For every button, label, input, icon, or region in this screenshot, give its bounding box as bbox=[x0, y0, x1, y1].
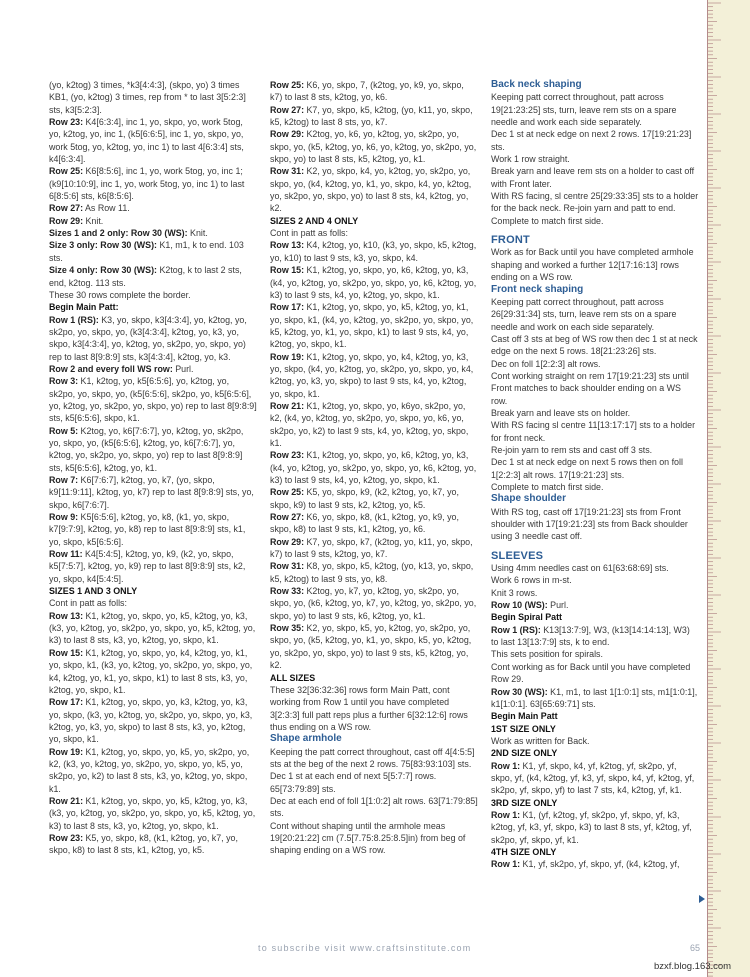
instruction-paragraph bbox=[49, 696, 257, 745]
instruction-text: With RS facing sl centre 11[13:17:17] sts to a holder for front neck. bbox=[491, 420, 696, 443]
instruction-text: Using 4mm needles cast on 61[63:68:69] sts. bbox=[491, 563, 669, 574]
instruction-paragraph bbox=[49, 165, 257, 202]
instruction-paragraph bbox=[49, 597, 257, 609]
row-label: Row 10 (WS): bbox=[491, 600, 548, 611]
row-label: Row 2 and every foll WS row: bbox=[49, 363, 173, 374]
instruction-text: This sets position for spirals. bbox=[491, 649, 603, 660]
instruction-paragraph bbox=[491, 128, 699, 153]
instruction-text: K2, yo, skpo, k5, yo, k2tog, yo, sk2po, yo, skpo, yo, (k5, k2tog, yo, k1, yo, skpo, k5, yo, k2tog, yo, sk2po, yo, skpo, yo) to last 9 sts, k5, k2tog, yo, k2. bbox=[270, 623, 472, 671]
instruction-paragraph bbox=[491, 370, 699, 407]
instruction-paragraph bbox=[270, 79, 478, 104]
instruction-paragraph bbox=[49, 264, 257, 289]
instruction-text: K8, yo, skpo, k5, k2tog, (yo, k13, yo, skpo, k5, k2tog) to last 9 sts, yo, k8. bbox=[270, 561, 474, 584]
instruction-text: Keeping patt correct throughout, patt across 26[29:31:34] sts, turn, leave rem sts on a spare needle and work on each side separately. bbox=[491, 296, 677, 332]
instruction-paragraph bbox=[270, 128, 478, 165]
row-label: Row 27: bbox=[49, 203, 84, 214]
row-label: Row 23: bbox=[49, 832, 84, 843]
instruction-text: K5, yo, skpo, k8, (k1, k2tog, yo, k7, yo, skpo, k8) to last 8 sts, k1, k2tog, yo, k5. bbox=[49, 832, 238, 856]
row-label: Row 33: bbox=[270, 586, 305, 597]
instruction-paragraph bbox=[491, 735, 699, 747]
column-middle bbox=[270, 79, 478, 857]
instruction-paragraph bbox=[491, 444, 699, 456]
instruction-text: K1, k2tog, yo, skpo, yo, k6, k2tog, yo, k3, (k4, yo, k2tog, yo, sk2po, yo, skpo, yo, k6, k2tog, yo, k3) to last 9 sts, k4, yo, k2tog, yo, skpo, k1. bbox=[270, 450, 477, 485]
instruction-paragraph bbox=[491, 809, 699, 846]
instruction-text: K1, k2tog, yo, k5[6:5:6], yo, k2tog, yo, sk2po, yo, skpo, yo, (k5[6:5:6], sk2po, yo, k5[6:5:6], yo, k2tog, yo, sk2po, yo, skpo, yo) rep to last 8[9:8:9] sts, k5[6:5:6], skpo, k1. bbox=[49, 376, 257, 424]
instruction-paragraph bbox=[491, 407, 699, 419]
row-label: Row 5: bbox=[49, 425, 79, 436]
row-label: Row 11: bbox=[49, 549, 83, 560]
instruction-text: K2tog, k to last 2 sts, end, k2tog. 113 sts. bbox=[49, 265, 242, 288]
instruction-paragraph bbox=[270, 770, 478, 795]
row-label: Row 15: bbox=[270, 265, 305, 276]
instruction-paragraph bbox=[270, 795, 478, 820]
row-label: Row 21: bbox=[49, 795, 84, 806]
instruction-text: Break yarn and leave rem sts on a holder to cast off with Front later. bbox=[491, 166, 695, 189]
column-left bbox=[49, 79, 257, 857]
instruction-text: Cont in patt as folls: bbox=[270, 228, 348, 239]
instruction-paragraph bbox=[270, 684, 478, 733]
instruction-paragraph bbox=[270, 511, 478, 536]
row-label: Row 1: bbox=[491, 809, 521, 820]
instruction-text: K1, k2tog, yo, skpo, yo, k3, k2tog, yo, k3, yo, skpo, (k3, yo, k2tog, yo, sk2po, yo, skpo, yo, k3, k2tog, yo, k3, yo, skpo) to last 8 sts, k3, yo, k2tog, yo, skpo, k1. bbox=[49, 697, 253, 745]
instruction-text: K1, m1, k to end. 103 sts. bbox=[49, 240, 244, 263]
instruction-paragraph bbox=[491, 574, 699, 586]
instruction-paragraph bbox=[49, 746, 257, 795]
instruction-text: These 32[36:32:36] rows form Main Patt, cont working from Row 1 until you have completed 3[2:3:3] full patt reps plus a further 6[32:12:6] rows thus ending on a WS row. bbox=[270, 684, 468, 732]
row-label: Row 25: bbox=[270, 487, 305, 498]
row-label: Row 25: bbox=[270, 80, 305, 90]
subsection-heading: Back neck shaping bbox=[491, 79, 582, 90]
instruction-paragraph bbox=[270, 351, 478, 400]
instruction-text: K7, yo, skpo, k5, k2tog, (yo, k11, yo, skpo, k5, k2tog) to last 8 sts, yo, k7. bbox=[270, 104, 473, 128]
instruction-heading: 1ST SIZE ONLY bbox=[491, 723, 556, 734]
instruction-text: K2, yo, skpo, k4, yo, k2tog, yo, sk2po, yo, skpo, yo, (k4, k2tog, yo, k1, yo, skpo, k4, yo, k2tog, yo, sk2po, yo, skpo, yo) to last 8 sts, k4, k2tog, yo, k2. bbox=[270, 166, 472, 214]
row-label: Size 4 only: Row 30 (WS): bbox=[49, 265, 157, 276]
instruction-text: K7, yo, skpo, k7, (k2tog, yo, k11, yo, skpo, k7) to last 9 sts, k2tog, yo, k7. bbox=[270, 536, 473, 560]
instruction-text: Knit. bbox=[187, 228, 208, 239]
subsection-heading: Shape shoulder bbox=[491, 493, 567, 505]
row-label: Row 9: bbox=[49, 512, 79, 523]
instruction-text: Work as for Back until you have completed armhole shaping and worked a further 12[17:16:13] rows ending on a WS row. bbox=[491, 247, 694, 283]
instruction-paragraph bbox=[49, 647, 257, 696]
instruction-paragraph bbox=[49, 548, 257, 585]
subsection-heading: Front neck shaping bbox=[491, 283, 584, 295]
instruction-paragraph bbox=[49, 795, 257, 832]
instruction-paragraph bbox=[49, 425, 257, 474]
instruction-text: K4[5:4:5], k2tog, yo, k9, (k2, yo, skpo, k5[7:5:7], k2tog, yo, k9) rep to last 8[9:8:9] sts, k2, yo, skpo, k4[5:4:5]. bbox=[49, 549, 246, 584]
row-label: Row 15: bbox=[49, 647, 84, 658]
instruction-paragraph bbox=[491, 419, 699, 444]
instruction-text: K1, k2tog, yo, skpo, yo, k5, k2tog, yo, k3, (k3, yo, k2tog, yo, sk2po, yo, skpo, yo, k5, k2tog, yo, k3) to last 8 sts, k3, yo, k2tog, yo, skpo, k1. bbox=[49, 610, 256, 646]
instruction-heading: SIZES 2 AND 4 ONLY bbox=[270, 215, 359, 226]
instruction-text: Cast off 3 sts at beg of WS row then dec 1 st at neck edge on the next 5 rows. 18[21:23:26] sts. bbox=[491, 333, 698, 357]
row-label: Row 27: bbox=[270, 512, 305, 523]
instruction-text: These 30 rows complete the border. bbox=[49, 289, 191, 300]
row-label: Row 35: bbox=[270, 623, 305, 634]
instruction-paragraph bbox=[491, 456, 699, 481]
instruction-paragraph bbox=[491, 686, 699, 711]
row-label: Row 3: bbox=[49, 376, 79, 387]
instruction-heading: 2ND SIZE ONLY bbox=[491, 748, 558, 759]
instruction-text: K6[7:6:7], k2tog, yo, k7, (yo, skpo, k9[11:9:11], k2tog, yo, k7) rep to last 8[9:8:9] sts, yo, skpo, k6[7:6:7]. bbox=[49, 475, 254, 510]
row-label: Row 13: bbox=[270, 240, 305, 251]
section-gap bbox=[491, 227, 699, 234]
instruction-paragraph bbox=[49, 832, 257, 857]
instruction-text: Complete to match first side. bbox=[491, 482, 604, 492]
section-gap bbox=[491, 543, 699, 550]
instruction-text: K1, k2tog, yo, skpo, yo, k5, yo, sk2po, yo, k2, (k3, yo, k2tog, yo, sk2po, yo, skpo, yo, k5, yo, sk2po, yo, k2) to last 8 sts, k3, yo, k2tog, yo, skpo, k1. bbox=[49, 746, 250, 794]
instruction-heading: SIZES 1 AND 3 ONLY bbox=[49, 586, 138, 597]
instruction-paragraph bbox=[270, 622, 478, 671]
instruction-text: Cont in patt as folls: bbox=[49, 598, 127, 609]
subsection-heading: Shape armhole bbox=[270, 733, 342, 745]
instruction-text: K6[8:5:6], inc 1, yo, work 5tog, yo, inc 1; (k9[10:10:9], inc 1, yo, work 5tog, yo, inc 1) to last 6[8:5:6] sts, k6[8:5:6]. bbox=[49, 166, 245, 202]
row-label: Row 17: bbox=[270, 302, 305, 313]
instruction-paragraph bbox=[491, 648, 699, 660]
instruction-paragraph bbox=[491, 358, 699, 370]
instruction-text: Cont working straight on rem 17[19:21:23] sts until Front matches to back shoulder ending on a WS row. bbox=[491, 370, 689, 406]
row-label: Row 19: bbox=[49, 746, 84, 757]
instruction-text: Dec 1 st at neck edge on next 2 rows. 17[19:21:23] sts. bbox=[491, 129, 692, 152]
instruction-paragraph bbox=[270, 227, 478, 239]
instruction-paragraph bbox=[49, 511, 257, 548]
instruction-paragraph bbox=[270, 165, 478, 214]
instruction-paragraph bbox=[270, 486, 478, 511]
instruction-paragraph bbox=[270, 820, 478, 857]
instruction-paragraph bbox=[491, 481, 699, 493]
instruction-text: Work 1 row straight. bbox=[491, 154, 570, 165]
instruction-text: K5[6:5:6], k2tog, yo, k8, (k1, yo, skpo, k7[9:7:9], k2tog, yo, k8) rep to last 8[9:8:9] sts, k1, yo, skpo, k5[6:5:6]. bbox=[49, 512, 246, 547]
instruction-text: K3, yo, skpo, k3[4:3:4], yo, k2tog, yo, sk2po, yo, skpo, yo, (k3[4:3:4], k2tog, yo, k3, yo, skpo, k3[4:3:4], yo, k2tog, yo, sk2po, yo, skpo, yo) rep to last 8[9:8:9] sts, k3[4:3:4], k2tog, yo, k3. bbox=[49, 314, 247, 362]
instruction-text: K1, k2tog, yo, skpo, yo, k5, k2tog, yo, k1, yo, skpo, k1, (k4, yo, k2tog, yo, sk2po, yo, skpo, yo, k5, k2tog, yo, k1, yo, skpo, k1) to last 9 sts, k4, yo, k2tog, yo, skpo, k1. bbox=[270, 302, 474, 350]
row-label: Sizes 1 and 2 only: Row 30 (WS): bbox=[49, 228, 188, 239]
measuring-ruler bbox=[707, 0, 750, 977]
instruction-paragraph bbox=[491, 246, 699, 283]
instruction-text: K1, m1, to last 1[1:0:1] sts, m1[1:0:1], k1[1:0:1]. 63[65:69:71] sts. bbox=[491, 686, 698, 709]
instruction-paragraph bbox=[49, 363, 257, 375]
instruction-paragraph bbox=[270, 301, 478, 350]
row-label: Row 23: bbox=[270, 450, 305, 461]
instruction-paragraph bbox=[49, 289, 257, 301]
instruction-heading: Begin Main Patt: bbox=[49, 302, 119, 313]
instruction-paragraph bbox=[491, 165, 699, 190]
instruction-paragraph bbox=[491, 296, 699, 333]
instruction-heading: ALL SIZES bbox=[270, 672, 316, 683]
row-label: Row 1: bbox=[491, 760, 521, 771]
instruction-text: Keeping the patt correct throughout, cast off 4[4:5:5] sts at the beg of the next 2 rows. 75[83:93:103] sts. bbox=[270, 746, 475, 769]
instruction-paragraph bbox=[491, 506, 699, 543]
instruction-paragraph bbox=[49, 79, 257, 116]
instruction-text: With RS facing, sl centre 25[29:33:35] sts to a holder for the back neck. Re-join yarn and patt to end. Complete to match first side. bbox=[491, 191, 699, 226]
instruction-paragraph bbox=[491, 599, 699, 611]
instruction-paragraph bbox=[49, 474, 257, 511]
column-right bbox=[491, 79, 699, 871]
footer-subscribe-text: to subscribe visit www.craftsinstitute.com bbox=[258, 943, 472, 953]
instruction-paragraph bbox=[491, 858, 699, 870]
instruction-text: As Row 11. bbox=[83, 203, 130, 214]
instruction-text: K1, k2tog, yo, skpo, yo, k4, k2tog, yo, k3, yo, skpo, (k4, yo, k2tog, yo, sk2po, yo, skpo, yo, k4, k2tog, yo, k3, yo, skpo) to last 9 sts, k4, yo, k2tog, yo, skpo, k1. bbox=[270, 351, 474, 399]
instruction-text: K1, k2tog, yo, skpo, yo, k4, k2tog, yo, k1, yo, skpo, k1, (k3, yo, k2tog, yo, sk2po, yo, skpo, yo, k4, k2tog, yo, k1, yo, skpo, k1) to last 8 sts, k3, yo, k2tog, yo, skpo, k1. bbox=[49, 647, 253, 695]
row-label: Row 25: bbox=[49, 166, 84, 177]
instruction-paragraph bbox=[491, 760, 699, 797]
row-label: Row 21: bbox=[270, 400, 305, 411]
row-label: Row 31: bbox=[270, 166, 305, 177]
instruction-paragraph bbox=[491, 624, 699, 649]
instruction-text: Work 6 rows in m-st. bbox=[491, 575, 572, 586]
row-label: Row 23: bbox=[49, 117, 84, 128]
row-label: Row 13: bbox=[49, 610, 84, 621]
instruction-text: Dec at each end of foll 1[1:0:2] alt rows. 63[71:79:85] sts. bbox=[270, 795, 478, 819]
ruler-ticks bbox=[707, 0, 750, 977]
instruction-heading: 3RD SIZE ONLY bbox=[491, 797, 558, 808]
row-label: Row 29: bbox=[49, 215, 84, 226]
instruction-paragraph bbox=[491, 153, 699, 165]
instruction-text: Cont working as for Back until you have completed Row 29. bbox=[491, 661, 691, 685]
instruction-text: Knit 3 rows. bbox=[491, 587, 538, 598]
row-label: Row 29: bbox=[270, 536, 305, 547]
instruction-text: Dec 1 st at neck edge on next 5 rows then on foll 1[2:2:3] alt rows. 17[19:21:23] sts. bbox=[491, 457, 683, 480]
instruction-text: K4[6:3:4], inc 1, yo, skpo, yo, work 5tog, yo, k2tog, yo, inc 1, (k5[6:6:5], inc 1, yo, skpo, yo, work 5tog, yo, k2tog, yo, inc 1) to last 4[6:3:4] sts, k4[6:3:4]. bbox=[49, 117, 244, 165]
instruction-text: Dec on foll 1[2:2:3] alt rows. bbox=[491, 358, 601, 369]
row-label: Row 29: bbox=[270, 129, 305, 140]
instruction-paragraph bbox=[491, 587, 699, 599]
instruction-text: K2tog, yo, k6[7:6:7], yo, k2tog, yo, sk2po, yo, skpo, yo, (k5[6:5:6], k2tog, yo, k6[7:6:7], yo, k2tog, yo, sk2po, yo, skpo, yo) rep to last 8[9:8:9] sts, k5[6:5:6], k2tog, yo, k1. bbox=[49, 425, 244, 473]
row-label: Row 27: bbox=[270, 104, 305, 115]
instruction-text: Purl. bbox=[172, 363, 194, 374]
instruction-text: K1, (yf, k2tog, yf, sk2po, yf, skpo, yf, k3, k2tog, yf, k3, yf, skpo, k3) to last 8 sts, yf, k2tog, yf, sk2po, yf, skpo, yf, k1. bbox=[491, 809, 692, 845]
row-label: Row 17: bbox=[49, 697, 84, 708]
instruction-paragraph bbox=[270, 585, 478, 622]
continue-arrow-icon bbox=[699, 895, 705, 903]
instruction-text: K5, yo, skpo, k9, (k2, k2tog, yo, k7, yo, skpo, k9) to last 9 sts, k2, k2tog, yo, k5. bbox=[270, 487, 459, 510]
instruction-paragraph bbox=[491, 190, 699, 227]
instruction-text: Purl. bbox=[547, 600, 569, 611]
instruction-paragraph bbox=[491, 661, 699, 686]
instruction-paragraph bbox=[491, 91, 699, 128]
instruction-heading: Begin Main Patt bbox=[491, 711, 558, 722]
instruction-paragraph bbox=[49, 314, 257, 363]
instruction-heading: Begin Spiral Patt bbox=[491, 612, 563, 623]
instruction-paragraph bbox=[49, 610, 257, 647]
instruction-paragraph bbox=[270, 536, 478, 561]
instruction-text: K1, yf, sk2po, yf, skpo, yf, (k4, k2tog, yf, bbox=[520, 859, 680, 870]
instruction-text: Re-join yarn to rem sts and cast off 3 sts. bbox=[491, 444, 653, 455]
instruction-text: K6, yo, skpo, 7, (k2tog, yo, k9, yo, skpo, k7) to last 8 sts, k2tog, yo, k6. bbox=[270, 80, 464, 103]
instruction-text: Work as written for Back. bbox=[491, 735, 590, 746]
instruction-text: K1, k2tog, yo, skpo, yo, k6yo, sk2po, yo, k2, (k4, yo, k2tog, yo, sk2po, yo, skpo, yo, k6, yo, sk2po, yo, k2) to last 9 sts, k4, yo, k2tog, yo, skpo, k1. bbox=[270, 400, 469, 448]
instruction-paragraph bbox=[49, 202, 257, 214]
instruction-paragraph bbox=[491, 333, 699, 358]
instruction-paragraph bbox=[270, 264, 478, 301]
row-label: Row 1 (RS): bbox=[49, 314, 99, 325]
section-heading: SLEEVES bbox=[491, 549, 544, 562]
watermark: bzxf.blog.163.com bbox=[654, 961, 732, 972]
row-label: Row 19: bbox=[270, 351, 305, 362]
instruction-text: K4, k2tog, yo, k10, (k3, yo, skpo, k5, k2tog, yo, k10) to last 9 sts, k3, yo, skpo, k4. bbox=[270, 240, 477, 263]
instruction-text: With RS tog, cast off 17[19:21:23] sts from Front shoulder with 17[19:21:23] sts from Back shoulder using 3 needle cast off. bbox=[491, 506, 688, 542]
page-number: 65 bbox=[690, 943, 701, 953]
row-label: Row 7: bbox=[49, 475, 79, 485]
instruction-paragraph bbox=[270, 560, 478, 585]
instruction-text: K2tog, yo, k7, yo, k2tog, yo, sk2po, yo, skpo, yo, (k6, k2tog, yo, k7, yo, k2tog, yo, sk2po, yo, skpo, yo) to last 9 sts, k6, k2tog, yo, k1. bbox=[270, 586, 477, 621]
instruction-paragraph bbox=[270, 239, 478, 264]
instruction-text: K1, k2tog, yo, skpo, yo, k5, k2tog, yo, k3, (k3, yo, k2tog, yo, sk2po, yo, skpo, yo, k5, k2tog, yo, k3) to last 8 sts, k3, yo, k2tog, yo, skpo, k1. bbox=[49, 795, 256, 831]
instruction-text: Dec 1 st at each end of next 5[5:7:7] rows. 65[73:79:89] sts. bbox=[270, 771, 437, 794]
instruction-paragraph bbox=[270, 104, 478, 129]
instruction-text: Break yarn and leave sts on holder. bbox=[491, 407, 631, 418]
instruction-paragraph bbox=[49, 239, 257, 264]
instruction-paragraph bbox=[49, 227, 257, 239]
instruction-paragraph bbox=[49, 375, 257, 424]
instruction-text: Cont without shaping until the armhole meas 19[20:21:22] cm (7.5[7.75:8.25:8.5]in) from beg of shaping ending on a WS row. bbox=[270, 820, 466, 856]
instruction-paragraph bbox=[49, 116, 257, 165]
section-heading: FRONT bbox=[491, 234, 530, 247]
instruction-paragraph bbox=[270, 449, 478, 486]
instruction-text: K13[13:7:9], W3, (k13[14:14:13], W3) to last 13[13:7:9] sts, k to end. bbox=[491, 624, 690, 648]
instruction-text: Keeping patt correct throughout, patt across 19[21:23:25] sts, turn, leave rem sts on a spare needle and work each side separately. bbox=[491, 92, 677, 128]
instruction-paragraph bbox=[491, 562, 699, 574]
instruction-text: Knit. bbox=[83, 215, 104, 226]
instruction-text: K6, yo, skpo, k8, (k1, k2tog, yo, k9, yo, skpo, k8) to last 9 sts, k1, k2tog, yo, k6. bbox=[270, 512, 459, 535]
instruction-text: K1, k2tog, yo, skpo, yo, k6, k2tog, yo, k3, (k4, yo, k2tog, yo, sk2po, yo, skpo, yo, k6, k2tog, yo, k3) to last 9 sts, k4, yo, k2tog, yo, skpo, k1. bbox=[270, 265, 477, 300]
instruction-paragraph bbox=[270, 746, 478, 771]
instruction-paragraph bbox=[270, 400, 478, 449]
row-label: Row 1 (RS): bbox=[491, 624, 541, 635]
row-label: Row 31: bbox=[270, 561, 305, 572]
instruction-text: K1, yf, skpo, k4, yf, k2tog, yf, sk2po, yf, skpo, yf, (k4, k2tog, yf, k3, yf, skpo, k4, yf, k2tog, yf, sk2po, yf, skpo, yf) to last 7 sts, k4, k2tog, yf, k1. bbox=[491, 760, 695, 796]
instruction-text: (yo, k2tog) 3 times, *k3[4:4:3], (skpo, yo) 3 times KB1, (yo, k2tog) 3 times, rep from * to last 3[5:2:3] sts, k3[5:2:3]. bbox=[49, 80, 246, 115]
instruction-heading: 4TH SIZE ONLY bbox=[491, 846, 557, 857]
row-label: Size 3 only: Row 30 (WS): bbox=[49, 240, 157, 251]
instruction-paragraph bbox=[49, 215, 257, 227]
instruction-text: K2tog, yo, k6, yo, k2tog, yo, sk2po, yo, skpo, yo, (k5, k2tog, yo, k6, yo, k2tog, yo, sk2po, yo, skpo, yo) to last 8 sts, k5, k2tog, yo, k1. bbox=[270, 129, 477, 165]
row-label: Row 1: bbox=[491, 859, 521, 870]
row-label: Row 30 (WS): bbox=[491, 686, 548, 697]
